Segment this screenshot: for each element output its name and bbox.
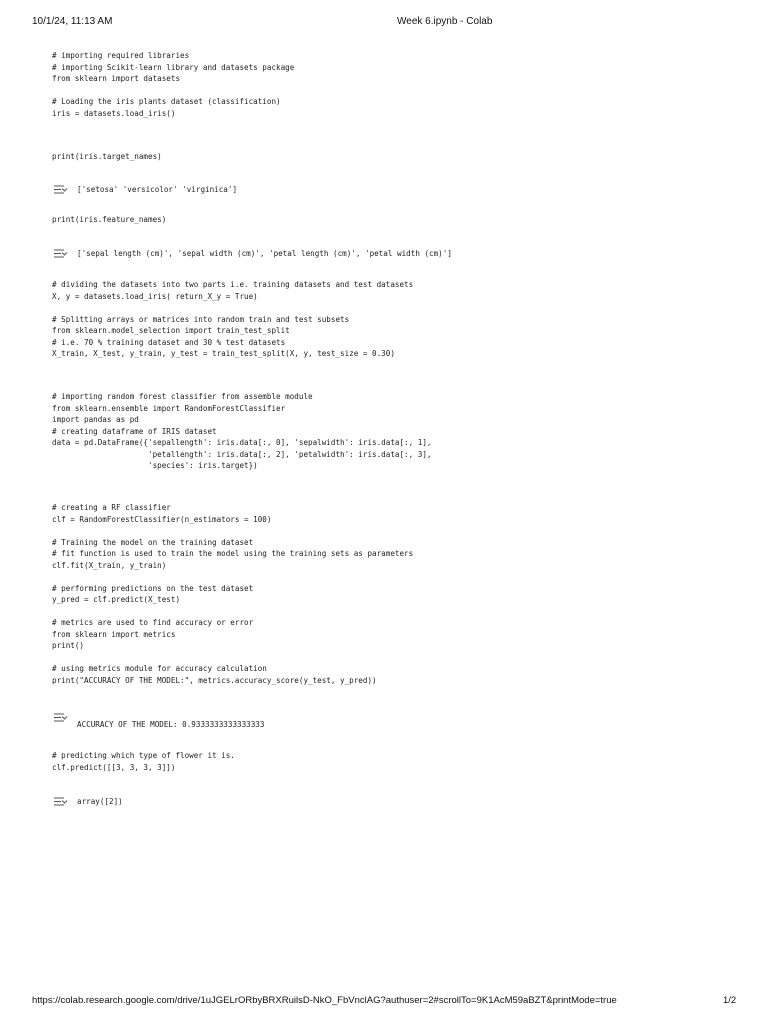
code-line: from sklearn import datasets xyxy=(52,74,181,83)
code-line: clf.fit(X_train, y_train) xyxy=(52,560,167,570)
page-number: 1/2 xyxy=(723,995,737,1006)
code-line: # importing required libraries xyxy=(52,51,190,60)
code-line: X_train, X_test, y_train, y_test = train_test_split(X, y, test_size = 0.30) xyxy=(52,349,395,358)
code-line: # creating a RF classifier xyxy=(52,503,171,512)
code-line: print(iris.target_names) xyxy=(52,152,162,161)
code-cell-2[interactable] xyxy=(52,214,166,226)
code-cell-1[interactable] xyxy=(52,151,162,163)
code-line: import pandas as pd xyxy=(52,415,139,424)
code-line: from sklearn import metrics xyxy=(52,629,176,639)
code-cell-6[interactable] xyxy=(52,750,235,773)
code-line: # importing random forest classifier from assemble module xyxy=(52,392,313,401)
code-line: X, y = datasets.load_iris( return_X_y = True) xyxy=(52,291,258,301)
code-line: # fit function is used to train the model using the training sets as parameters xyxy=(52,549,414,558)
code-line: # Loading the iris plants dataset (classification) xyxy=(52,97,281,106)
code-line: from sklearn.ensemble import RandomForestClassifier xyxy=(52,403,286,413)
code-line: # metrics are used to find accuracy or error xyxy=(52,618,254,627)
output-toggle-icon[interactable] xyxy=(52,183,69,197)
code-line: print() xyxy=(52,641,85,650)
code-line: clf.predict([[3, 3, 3, 3]]) xyxy=(52,762,176,772)
code-line: # Splitting arrays or matrices into random train and test subsets xyxy=(52,314,350,324)
code-line: # using metrics module for accuracy calculation xyxy=(52,664,267,673)
page-url: https://colab.research.google.com/drive/1uJGELrORbyBRXRuilsD-NkO_FbVnclAG?authuser=2#scrollTo=9K1AcM59aBZT&printMode=true xyxy=(32,995,617,1006)
print-datetime: 10/1/24, 11:13 AM xyxy=(32,16,113,27)
code-line xyxy=(52,525,413,537)
code-cell-5[interactable] xyxy=(52,502,413,686)
code-line: clf = RandomForestClassifier(n_estimators = 100) xyxy=(52,514,272,524)
code-cell-0[interactable] xyxy=(52,50,294,119)
page-title: Week 6.ipynb - Colab xyxy=(397,16,493,27)
output-toggle-icon[interactable] xyxy=(52,711,69,725)
code-line: 'petallength': iris.data[:, 2], 'petalwidth': iris.data[:, 3], xyxy=(52,449,432,459)
code-line xyxy=(52,571,413,583)
code-line xyxy=(52,302,413,314)
code-line: # i.e. 70 % training dataset and 30 % test datasets xyxy=(52,337,286,347)
code-line: iris = datasets.load_iris() xyxy=(52,108,176,118)
output-toggle-icon[interactable] xyxy=(52,247,69,261)
code-cell-4[interactable] xyxy=(52,391,431,472)
code-line: # importing Scikit-learn library and datasets package xyxy=(52,62,295,72)
code-line xyxy=(52,85,294,97)
code-line: print(iris.feature_names) xyxy=(52,215,167,224)
code-line: 'species': iris.target}) xyxy=(52,461,258,470)
code-line: y_pred = clf.predict(X_test) xyxy=(52,595,181,604)
code-line xyxy=(52,652,413,664)
code-line: # performing predictions on the test dataset xyxy=(52,583,254,593)
cell-output-text: ['sepal length (cm)', 'sepal width (cm)', 'petal length (cm)', 'petal width (cm)'] xyxy=(77,249,452,258)
cell-output-text: ACCURACY OF THE MODEL: 0.9333333333333333 xyxy=(77,720,265,729)
code-line: # predicting which type of flower it is. xyxy=(52,751,235,760)
code-line: # dividing the datasets into two parts i.e. training datasets and test datasets xyxy=(52,280,414,289)
code-line: print("ACCURACY OF THE MODEL:", metrics.accuracy_score(y_test, y_pred)) xyxy=(52,675,377,685)
code-line xyxy=(52,606,413,618)
cell-output-text: ['setosa' 'versicolor' 'virginica'] xyxy=(77,185,238,194)
code-line: # creating dataframe of IRIS dataset xyxy=(52,426,217,436)
code-cell-3[interactable] xyxy=(52,279,413,360)
cell-output-text: array([2]) xyxy=(77,797,123,806)
output-toggle-icon[interactable] xyxy=(52,795,69,809)
code-line: # Training the model on the training dataset xyxy=(52,537,254,547)
code-line: data = pd.DataFrame({'sepallength': iris.data[:, 0], 'sepalwidth': iris.data[:, 1], xyxy=(52,438,432,447)
code-line: from sklearn.model_selection import train_test_split xyxy=(52,326,290,335)
